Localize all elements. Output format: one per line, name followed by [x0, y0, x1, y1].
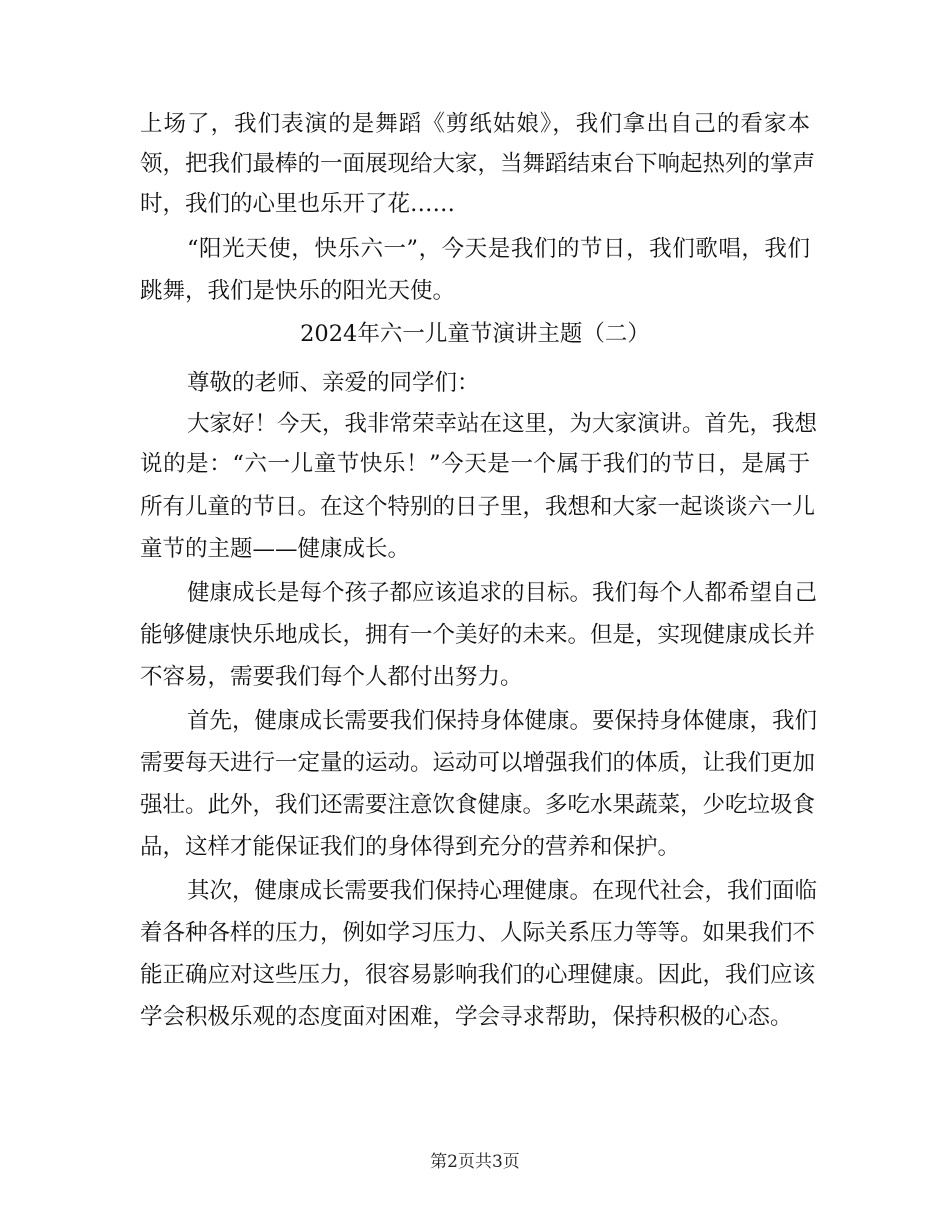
body-text-line: 其次，健康成长需要我们保持心理健康。在现代社会，我们面临 [187, 878, 818, 904]
section-heading: 2024年六一儿童节演讲主题（二） [300, 321, 650, 347]
body-text-line: 品，这样才能保证我们的身体得到充分的营养和保护。 [140, 834, 681, 860]
body-text-line: 时，我们的心里也乐开了花…… [140, 191, 456, 217]
body-text-line: 童节的主题——健康成长。 [140, 536, 411, 562]
body-text-line: 能正确应对这些压力，很容易影响我们的心理健康。因此，我们应该 [140, 962, 816, 988]
body-text-line: 需要每天进行一定量的运动。运动可以增强我们的体质，让我们更加 [140, 750, 816, 776]
page-number-footer: 第2页共3页 [430, 1152, 520, 1172]
body-text-line: 所有儿童的节日。在这个特别的日子里，我想和大家一起谈谈六一儿 [140, 494, 816, 520]
body-text-line: “阳光天使，快乐六一”，今天是我们的节日，我们歌唱，我们 [187, 236, 810, 262]
salutation-line: 尊敬的老师、亲爱的同学们： [187, 370, 480, 396]
body-text-line: 健康成长是每个孩子都应该追求的目标。我们每个人都希望自己 [187, 580, 818, 606]
body-text-line: 说的是：“六一儿童节快乐！”今天是一个属于我们的节日，是属于 [140, 451, 810, 477]
body-text-line: 领，把我们最棒的一面展现给大家，当舞蹈结束台下响起热列的掌声 [140, 151, 816, 177]
body-text-line: 不容易，需要我们每个人都付出努力。 [140, 664, 523, 690]
body-text-line: 学会积极乐观的态度面对困难，学会寻求帮助，保持积极的心态。 [140, 1004, 793, 1030]
body-text-line: 首先，健康成长需要我们保持身体健康。要保持身体健康，我们 [187, 708, 818, 734]
body-text-line: 上场了，我们表演的是舞蹈《剪纸姑娘》，我们拿出自己的看家本 [140, 111, 810, 137]
body-text-line: 跳舞，我们是快乐的阳光天使。 [140, 278, 456, 304]
body-text-line: 强壮。此外，我们还需要注意饮食健康。多吃水果蔬菜，少吃垃圾食 [140, 792, 816, 818]
body-text-line: 能够健康快乐地成长，拥有一个美好的未来。但是，实现健康成长并 [140, 622, 816, 648]
body-text-line: 着各种各样的压力，例如学习压力、人际关系压力等等。如果我们不 [140, 920, 816, 946]
body-text-line: 大家好！今天，我非常荣幸站在这里，为大家演讲。首先，我想 [187, 411, 818, 437]
